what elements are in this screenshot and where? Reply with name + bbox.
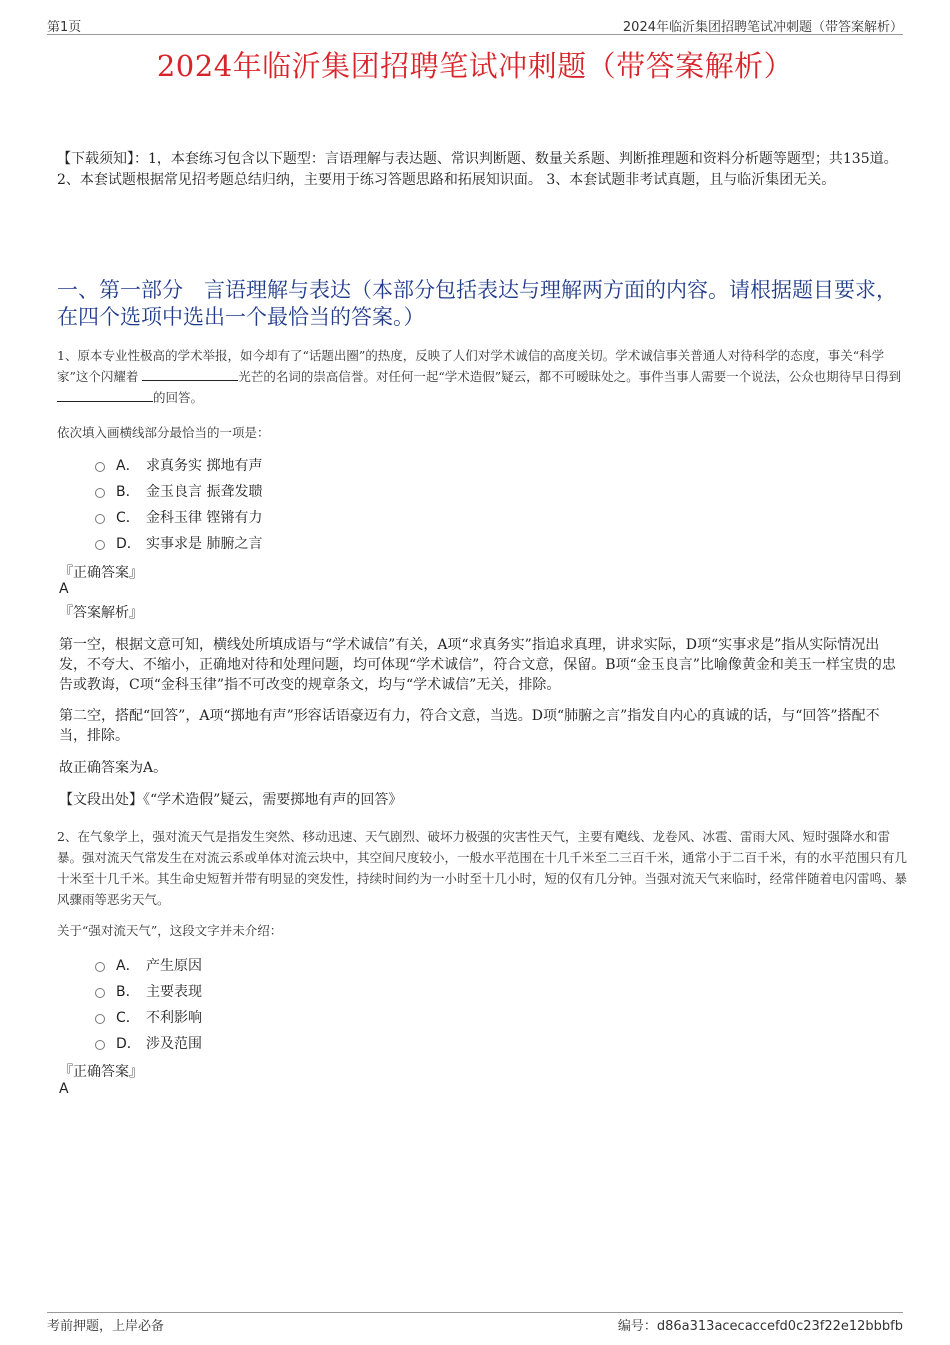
option-b[interactable]: B． 主要表现 — [95, 978, 202, 1004]
page-footer — [47, 1312, 903, 1335]
question-1-options — [95, 452, 262, 556]
option-c[interactable]: C． 不利影响 — [95, 1004, 202, 1030]
download-notice: 【下载须知】：1，本套练习包含以下题型：言语理解与表达题、常识判断题、数量关系题、判断推理题和资料分析题等题型；共135道。 2、本套试题根据常见招考题总结归纳，主要用于练习答题思路和拓展知识面。 3、本套试题非考试真题，且与临沂集团无关。 — [57, 151, 898, 188]
footer-slogan: 考前押题，上岸必备 — [47, 1319, 165, 1334]
page-header — [47, 14, 903, 35]
radio-icon[interactable] — [95, 514, 105, 524]
option-a[interactable]: A． 求真务实 掷地有声 — [95, 452, 262, 478]
header-doc-title: 2024年临沂集团招聘笔试冲刺题（带答案解析） — [622, 20, 903, 35]
analysis-paragraph-1: 第一空，根据文意可知，横线处所填成语与“学术诚信”有关，A项“求真务实”指追求真理，讲求实际，D项“实事求是”指从实际情况出发，不夸大、不缩小，正确地对待和处理问题，均可体现“学术诚信”，符合文意，保留。B项“金玉良言”比喻像黄金和美玉一样宝贵的忠告或教诲，C项“金科玉律”指不可改变的规章条文，均与“学术诚信”无关，排除。 — [59, 637, 896, 693]
question-1-ask: 依次填入画横线部分最恰当的一项是： — [57, 425, 270, 440]
radio-icon[interactable] — [95, 988, 105, 998]
answer-label: 『正确答案』 — [59, 565, 143, 581]
page-title: 2024年临沂集团招聘笔试冲刺题（带答案解析） — [156, 49, 794, 83]
question-2-ask: 关于“强对流天气”，这段文字并未介绍： — [57, 923, 283, 938]
radio-icon[interactable] — [95, 462, 105, 472]
analysis-label: 『答案解析』 — [59, 605, 143, 621]
radio-icon[interactable] — [95, 540, 105, 550]
option-c[interactable]: C． 金科玉律 铿锵有力 — [95, 504, 262, 530]
question-1-text: 1、原本专业性极高的学术举报，如今却有了“话题出圈”的热度，反映了人们对学术诚信的高度关切。学术诚信事关普通人对待科学的态度，事关“科学家”这个闪耀着 光芒的名词的崇高信誉。对任何一起“学术造假”疑云，都不可暧昧处之。事件当事人需要一个说法，公众也期待早日得到 的回答。 — [57, 348, 902, 405]
answer-label: 『正确答案』 — [59, 1064, 143, 1080]
section-title: 一、第一部分 言语理解与表达（本部分包括表达与理解两方面的内容。请根据题目要求，在四个选项中选出一个最恰当的答案。） — [57, 278, 897, 329]
radio-icon[interactable] — [95, 488, 105, 498]
radio-icon[interactable] — [95, 1040, 105, 1050]
blank-1 — [142, 368, 238, 381]
radio-icon[interactable] — [95, 1014, 105, 1024]
option-b[interactable]: B． 金玉良言 振聋发聩 — [95, 478, 262, 504]
analysis-conclusion: 故正确答案为A。 — [59, 760, 168, 776]
question-2-options — [95, 952, 202, 1056]
answer-value: A — [59, 581, 69, 597]
document-id: 编号：d86a313acecaccefd0c23f22e12bbbfb — [617, 1319, 903, 1334]
question-2-text: 2、在气象学上，强对流天气是指发生突然、移动迅速、天气剧烈、破坏力极强的灾害性天气，主要有飑线、龙卷风、冰雹、雷雨大风、短时强降水和雷暴。强对流天气常发生在对流云系或单体对流云块中，其空间尺度较小，一般水平范围在十几千米至二三百千米，通常小于二百千米，有的水平范围只有几十米至十几千米。其生命史短暂并带有明显的突发性，持续时间约为一小时至十几小时，短的仅有几分钟。当强对流天气来临时，经常伴随着电闪雷鸣、暴风骤雨等恶劣天气。 — [57, 829, 908, 907]
option-a[interactable]: A． 产生原因 — [95, 952, 202, 978]
source-citation: 【文段出处】《“学术造假”疑云，需要掷地有声的回答》 — [59, 792, 403, 808]
page-number: 第1页 — [47, 20, 82, 35]
answer-value: A — [59, 1081, 69, 1097]
option-d[interactable]: D． 实事求是 肺腑之言 — [95, 530, 262, 556]
blank-2 — [57, 389, 153, 402]
option-d[interactable]: D． 涉及范围 — [95, 1030, 202, 1056]
analysis-paragraph-2: 第二空，搭配“回答”，A项“掷地有声”形容话语豪迈有力，符合文意，当选。D项“肺腑之言”指发自内心的真诚的话，与“回答”搭配不当，排除。 — [59, 708, 880, 744]
radio-icon[interactable] — [95, 962, 105, 972]
